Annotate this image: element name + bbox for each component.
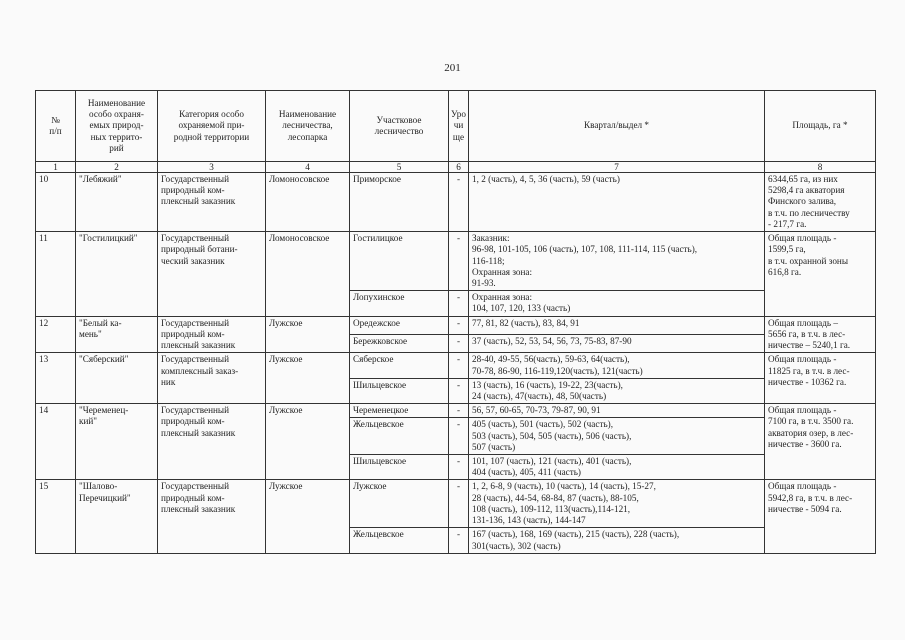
forest-district-header: Участковое лесничество	[350, 91, 449, 162]
quarters: 13 (часть), 16 (часть), 19-22, 23(часть), 24 (часть), 47(часть), 48, 50(часть)	[469, 378, 765, 403]
area-value: Общая площадь - 11825 га, в т.ч. в лес- ничестве - 10362 га.	[765, 353, 876, 404]
column-number: 1	[36, 162, 76, 173]
column-number: 6	[449, 162, 469, 173]
table-row	[36, 316, 876, 334]
column-number: 3	[158, 162, 266, 173]
row-number: 10	[36, 173, 76, 232]
row-number-header: № п/п	[36, 91, 76, 162]
area-category: Государственный природный ком- плексный заказник	[158, 316, 266, 353]
forestry-header: Наименование лесничества, лесопарка	[266, 91, 350, 162]
forest-district: Лопухинское	[350, 291, 449, 316]
forestry-name: Ломоносовское	[266, 232, 350, 317]
forest-district: Жельцевское	[350, 528, 449, 553]
area-category: Государственный природный ком- плексный заказник	[158, 480, 266, 553]
protected-areas-table	[35, 90, 876, 554]
category-header: Категория особо охраняемой при- родной территории	[158, 91, 266, 162]
area-value: Общая площадь - 7100 га, в т.ч. 3500 га. акватория озер, в лес- ничестве - 3600 га.	[765, 404, 876, 480]
quarters: 37 (часть), 52, 53, 54, 56, 73, 75-83, 87-90	[469, 334, 765, 352]
row-number: 11	[36, 232, 76, 317]
area-category: Государственный природный ком- плексный заказник	[158, 173, 266, 232]
quarters: 405 (часть), 501 (часть), 502 (часть), 503 (часть), 504, 505 (часть), 506 (часть), 507 (часть)	[469, 418, 765, 455]
tract: -	[449, 378, 469, 403]
page-number: 201	[444, 62, 461, 74]
area-name-header: Наименование особо охраня- емых природ- ных террито- рий	[76, 91, 158, 162]
area-name: "Череменец- кий"	[76, 404, 158, 480]
area-value: 6344,65 га, из них 5298,4 га акватория Финского залива, в т.ч. по лесничеству - 217,7 га.	[765, 173, 876, 232]
quarters: Заказник: 96-98, 101-105, 106 (часть), 107, 108, 111-114, 115 (часть), 116-118; Охранная зона: 91-93.	[469, 232, 765, 291]
table-row	[36, 353, 876, 378]
area-name: "Сяберский"	[76, 353, 158, 404]
row-number: 12	[36, 316, 76, 353]
area-name: "Гостилицкий"	[76, 232, 158, 317]
row-number: 13	[36, 353, 76, 404]
area-name: "Лебяжий"	[76, 173, 158, 232]
area-category: Государственный природный ботани- ческий заказник	[158, 232, 266, 317]
quarters: 77, 81, 82 (часть), 83, 84, 91	[469, 316, 765, 334]
quarters: 101, 107 (часть), 121 (часть), 401 (часть), 404 (часть), 405, 411 (часть)	[469, 455, 765, 480]
area-value: Общая площадь - 1599,5 га, в т.ч. охранной зоны 616,8 га.	[765, 232, 876, 317]
area-name: "Шалово- Перечицкий"	[76, 480, 158, 553]
forest-district: Жельцевское	[350, 418, 449, 455]
forestry-name: Лужское	[266, 316, 350, 353]
forest-district: Бережковское	[350, 334, 449, 352]
table-row	[36, 480, 876, 528]
area-name: "Белый ка- мень"	[76, 316, 158, 353]
table-row	[36, 232, 876, 291]
tract: -	[449, 480, 469, 528]
forestry-name: Ломоносовское	[266, 173, 350, 232]
tract: -	[449, 291, 469, 316]
tract: -	[449, 528, 469, 553]
column-number: 5	[350, 162, 449, 173]
area-category: Государственный природный ком- плексный заказник	[158, 404, 266, 480]
quarters: 1, 2 (часть), 4, 5, 36 (часть), 59 (часть)	[469, 173, 765, 232]
tract: -	[449, 173, 469, 232]
area-header: Площадь, га *	[765, 91, 876, 162]
forestry-name: Лужское	[266, 353, 350, 404]
area-category: Государственный комплексный заказ- ник	[158, 353, 266, 404]
quarters: 1, 2, 6-8, 9 (часть), 10 (часть), 14 (часть), 15-27, 28 (часть), 44-54, 68-84, 87 (часть), 88-105, 108 (часть), 109-112, 113(часть),114-121, 131-136, 143 (часть), 144-147	[469, 480, 765, 528]
table-row	[36, 404, 876, 418]
quarter-header: Квартал/выдел *	[469, 91, 765, 162]
tract: -	[449, 232, 469, 291]
tract: -	[449, 316, 469, 334]
quarters: Охранная зона: 104, 107, 120, 133 (часть)	[469, 291, 765, 316]
forest-district: Оредежское	[350, 316, 449, 334]
quarters: 167 (часть), 168, 169 (часть), 215 (часть), 228 (часть), 301(часть), 302 (часть)	[469, 528, 765, 553]
tract: -	[449, 353, 469, 378]
column-number: 2	[76, 162, 158, 173]
forest-district: Шильцевское	[350, 378, 449, 403]
row-number: 14	[36, 404, 76, 480]
tract: -	[449, 455, 469, 480]
forest-district: Сяберское	[350, 353, 449, 378]
forest-district: Приморское	[350, 173, 449, 232]
column-number: 7	[469, 162, 765, 173]
column-number: 8	[765, 162, 876, 173]
area-value: Общая площадь – 5656 га, в т.ч. в лес- ничестве – 5240,1 га.	[765, 316, 876, 353]
tract-header: Уро чи ще	[449, 91, 469, 162]
quarters: 56, 57, 60-65, 70-73, 79-87, 90, 91	[469, 404, 765, 418]
forestry-name: Лужское	[266, 404, 350, 480]
area-value: Общая площадь - 5942,8 га, в т.ч. в лес- ничестве - 5094 га.	[765, 480, 876, 553]
row-number: 15	[36, 480, 76, 553]
forest-district: Шильцевское	[350, 455, 449, 480]
forest-district: Череменецкое	[350, 404, 449, 418]
tract: -	[449, 418, 469, 455]
table-row	[36, 173, 876, 232]
forestry-name: Лужское	[266, 480, 350, 553]
tract: -	[449, 334, 469, 352]
column-number-row	[36, 162, 876, 173]
tract: -	[449, 404, 469, 418]
table-header-row	[36, 91, 876, 162]
quarters: 28-40, 49-55, 56(часть), 59-63, 64(часть), 70-78, 86-90, 116-119,120(часть), 121(часть)	[469, 353, 765, 378]
forest-district: Гостилицкое	[350, 232, 449, 291]
forest-district: Лужское	[350, 480, 449, 528]
column-number: 4	[266, 162, 350, 173]
